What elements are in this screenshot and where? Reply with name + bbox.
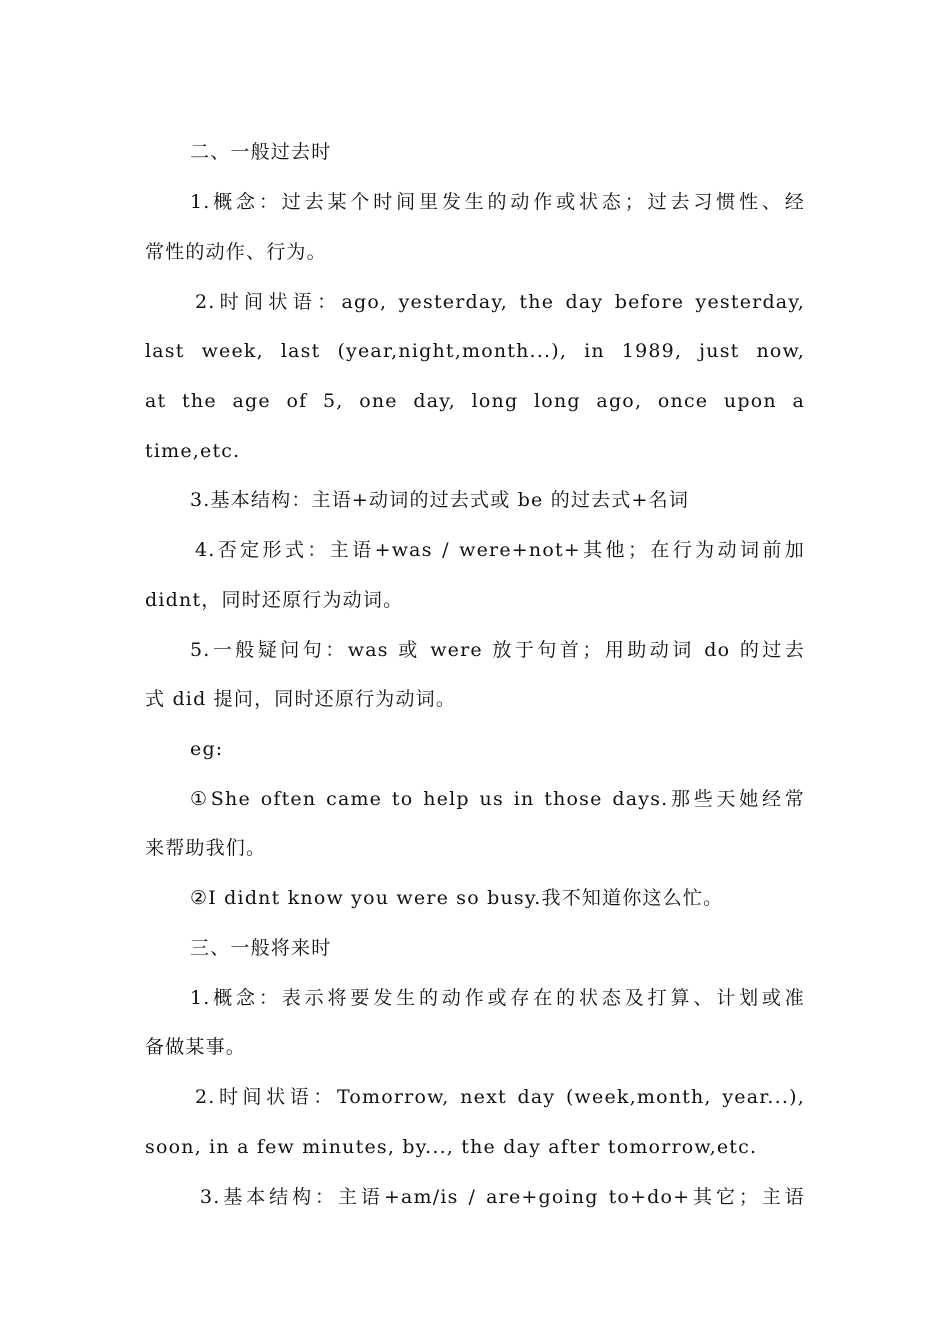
section-heading-future-tense: 三、一般将来时 [190,937,332,959]
paragraph-line: didnt，同时还原行为动词。 [145,589,404,611]
paragraph-line: last week, last (year,night,month...), in 1989, just now, [145,340,805,362]
paragraph-line: soon, in a few minutes, by..., the day after tomorrow,etc. [145,1136,758,1158]
paragraph-line: time,etc. [145,440,241,462]
paragraph-line: 常性的动作、行为。 [145,241,327,263]
paragraph-line: 式 did 提问，同时还原行为动词。 [145,688,457,710]
example-line: 来帮助我们。 [145,837,267,859]
example-line: ②I didnt know you were so busy.我不知道你这么忙。 [190,887,724,909]
paragraph-line: 4.否定形式：主语+was / were+not+其他；在行为动词前加 [195,539,805,561]
paragraph-line: 1.概念：过去某个时间里发生的动作或状态；过去习惯性、经 [190,191,805,213]
paragraph-line: at the age of 5, one day, long long ago, once upon a [145,390,805,412]
example-line: ①She often came to help us in those days.那些天她经常 [190,788,805,810]
paragraph-line: 3.基本结构：主语+am/is / are+going to+do+其它；主语 [200,1186,805,1208]
section-heading-past-tense: 二、一般过去时 [190,141,332,163]
paragraph-line: 2.时间状语：Tomorrow, next day (week,month, year...), [195,1086,805,1108]
paragraph-line: 5.一般疑问句：was 或 were 放于句首；用助动词 do 的过去 [190,639,805,661]
paragraph-line: 2.时间状语：ago, yesterday, the day before yesterday, [195,291,805,313]
paragraph-line: 备做某事。 [145,1036,247,1058]
paragraph-line: 1.概念：表示将要发生的动作或存在的状态及打算、计划或准 [190,987,805,1009]
paragraph-line: 3.基本结构：主语+动词的过去式或 be 的过去式+名词 [190,489,690,511]
example-label: eg: [190,738,224,760]
